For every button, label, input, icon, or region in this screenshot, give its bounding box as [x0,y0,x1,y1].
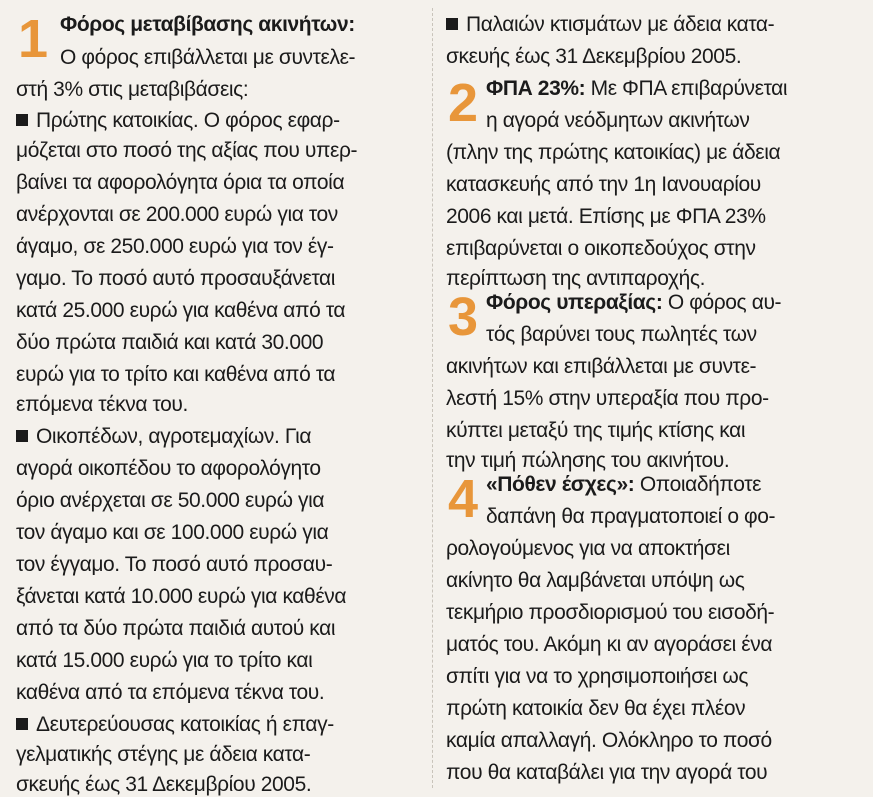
heading-transfer-tax: Φόρος μεταβίβασης ακινήτων: [60,13,355,36]
text-line: από τα δύο πρώτα παιδιά αυτού και [16,617,336,640]
text-line: δύο πρώτα παιδιά και κατά 30.000 [16,331,324,354]
text-line: ρολογούμενος για να αποκτήσει [446,537,730,560]
text-line: 2006 και μετά. Επίσης με ΦΠΑ 23% [446,205,766,228]
bullet-plots: Οικοπέδων, αγροτεμαχίων. Για [16,424,311,449]
heading-vat: ΦΠΑ 23%: Με ΦΠΑ επιβαρύνεται [486,77,788,100]
text-line: την τιμή πώλησης του ακινήτου. [446,449,730,472]
text-line: τον άγαμο και σε 100.000 ευρώ για [16,521,329,544]
text-line: κατασκευής από την 1η Ιανουαρίου [446,173,761,196]
bullet-square-icon [16,114,28,126]
text-line: επιβαρύνεται ο οικοπεδούχος στην [446,237,756,260]
text-line: σκευής έως 31 Δεκεμβρίου 2005. [446,45,742,68]
text-line: γελματικής στέγης με άδεια κατα- [16,743,311,766]
text-line: σκευής έως 31 Δεκεμβρίου 2005. [16,773,312,796]
text-line: δαπάνη θα πραγματοποιεί ο φο- [486,505,776,528]
text-line: γαμο. Το ποσό αυτό προσαυξάνεται [16,267,336,290]
text-line: ανέρχονται σε 200.000 ευρώ για τον [16,203,338,226]
section-number-3: 3 [448,287,479,347]
bullet-first-home: Πρώτης κατοικίας. Ο φόρος εφαρ- [16,108,340,133]
text-line: σπίτι για να το χρησιμοποιήσει ως [446,665,749,688]
bullet-square-icon [16,430,28,442]
text-line: τον έγγαμο. Το ποσό αυτό προσαυ- [16,553,333,576]
text-line: (πλην της πρώτης κατοικίας) με άδεια [446,141,781,164]
text-line: αγορά οικοπέδου το αφορολόγητο [16,457,321,480]
section-number-2: 2 [448,73,479,133]
heading-source-of-funds: «Πόθεν έσχες»: Οποιαδήποτε [486,473,762,496]
section-number-4: 4 [448,469,479,529]
text-line: Ο φόρος επιβάλλεται με συντελε- [60,46,356,69]
section-number-1: 1 [18,9,49,69]
text-line: βαίνει τα αφορολόγητα όρια τα οποία [16,171,345,194]
text-line: τός βαρύνει τους πωλητές των [486,323,757,346]
text-line: κύπτει μεταξύ της τιμής κτίσης και [446,419,746,442]
text-line: κατά 15.000 ευρώ για το τρίτο και [16,649,313,672]
text-line: ακινήτων και επιβάλλεται με συντε- [446,355,757,378]
text-line: η αγορά νεόδμητων ακινήτων [486,109,750,132]
heading-capital-gains: Φόρος υπεραξίας: Ο φόρος αυ- [486,291,782,314]
bullet-secondary-home: Δευτερεύουσας κατοικίας ή επαγ- [16,712,334,737]
text-line: που θα καταβάλει για την αγορά του [446,761,768,784]
text-line: πρώτη κατοικία δεν θα έχει πλέον [446,697,746,720]
text-line: ξάνεται κατά 10.000 ευρώ για καθένα [16,585,347,608]
column-divider [432,8,433,788]
text-line: περίπτωση της αντιπαροχής. [446,267,706,290]
bullet-square-icon [16,718,28,730]
text-line: επόμενα τέκνα του. [16,393,188,416]
bullet-old-buildings: Παλαιών κτισμάτων με άδεια κατα- [446,12,774,37]
text-line: τεκμήριο προσδιορισμού του εισοδή- [446,601,775,624]
text-line: λεστή 15% στην υπεραξία που προ- [446,387,769,410]
text-line: όριο ανέρχεται σε 50.000 ευρώ για [16,489,325,512]
text-line: στή 3% στις μεταβιβάσεις: [16,78,249,101]
text-line: κατά 25.000 ευρώ για καθένα από τα [16,299,346,322]
text-line: μόζεται στο ποσό της αξίας που υπερ- [16,139,358,162]
text-line: ευρώ για το τρίτο και καθένα από τα [16,363,336,386]
bullet-square-icon [446,18,458,30]
text-line: ματός του. Ακόμη κι αν αγοράσει ένα [446,633,773,656]
text-line: καθένα από τα επόμενα τέκνα του. [16,681,325,704]
text-line: ακίνητο θα λαμβάνεται υπόψη ως [446,569,745,592]
text-line: άγαμο, σε 250.000 ευρώ για τον έγ- [16,235,334,258]
text-line: καμία απαλλαγή. Ολόκληρο το ποσό [446,729,772,752]
